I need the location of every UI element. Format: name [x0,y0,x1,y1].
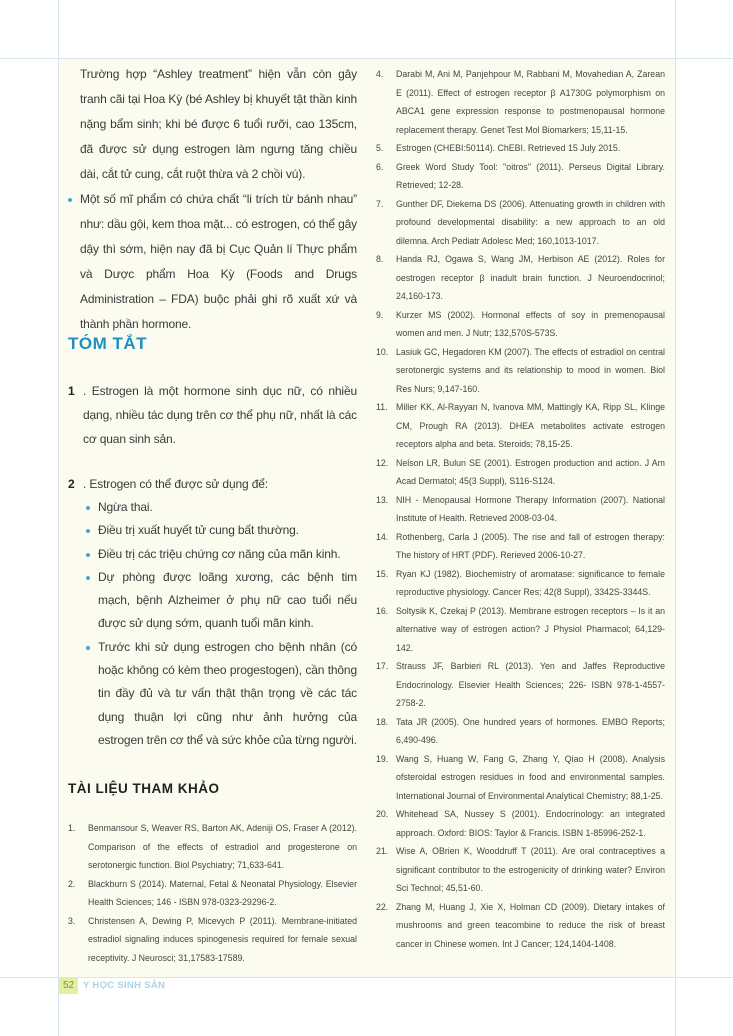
reference-text: NIH - Menopausal Hormone Therapy Information (2007). National Institute of Health. Retrieved 2008-03-04. [396,494,665,523]
reference-item [376,805,665,842]
reference-number: 1. [68,823,76,833]
reference-item [376,528,665,565]
item-text: . Estrogen có thể được sử dụng để: [83,477,268,491]
reference-text: Rothenberg, Carla J (2005). The rise and fall of estrogen therapy: The history of HRT (PDF). Rerieved 2006-10-27. [396,531,665,560]
uses-list [98,496,357,752]
reference-item [376,454,665,491]
reference-text: Zhang M, Huang J, Xie X, Holman CD (2009). Dietary intakes of mushrooms and green teacombine to reduce the risk of breast cancer in Chinese women. Int J Cancer; 124,1404-1408. [396,901,665,949]
references-list-right [376,65,665,953]
reference-number: 10. [376,346,389,357]
reference-text: Kurzer MS (2002). Hormonal effects of soy in premenopausal women and men. J Nutr; 132,570S-573S. [396,309,665,338]
reference-number: 6. [376,161,384,172]
reference-text: Blackburn S (2014). Maternal, Fetal & Neonatal Physiology. Elsevier Health Sciences; 146 - ISBN 978-0323-29296-2. [88,878,357,907]
reference-number: 17. [376,661,389,671]
reference-item [376,343,665,399]
reference-number: 20. [376,809,389,819]
list-item: Trước khi sử dụng estrogen cho bệnh nhân (có hoặc không có kèm theo progestogen), cần thông tin đầy đủ và tư vấn thật thận trọng về các tác dụng thuận lợi cũng như ảnh hưởng của estrogen trên cơ thể và sức khỏe của từng người. [98,636,357,752]
reference-text: Darabi M, Ani M, Panjehpour M, Rabbani M, Movahedian A, Zarean E (2011). Effect of estrogen receptor β A1730G polymorphism on ABCA1 gene expression response to postmenopausal hormone replacement therapy. Genet Test Mol Biomarkers; 15,11-15. [396,69,665,135]
reference-item [376,750,665,806]
reference-number: 7. [376,198,384,209]
reference-item [376,65,665,139]
reference-number: 19. [376,753,389,764]
page-number: 52 [59,978,78,994]
journal-name: Y HỌC SINH SẢN [83,980,166,991]
reference-item [68,912,357,968]
reference-item [376,491,665,528]
reference-number: 9. [376,309,384,320]
summary-item-1 [68,379,357,451]
reference-number: 21. [376,846,389,856]
reference-text: Soltysik K, Czekaj P (2013). Membrane estrogen receptors – Is it an alternative way of estrogen action? J Physiol Pharmacol; 64,129-142. [396,605,665,653]
list-item: Dự phòng được loãng xương, các bệnh tim mạch, bệnh Alzheimer ở phụ nữ cao tuổi nếu được sử dụng sớm, quanh tuổi mãn kinh. [98,566,357,636]
reference-item [376,195,665,251]
reference-item [376,657,665,713]
paragraph: Trường hợp “Ashley treatment” hiện vẫn còn gây tranh cãi tại Hoa Kỳ (bé Ashley bị khuyết tật thần kinh nặng bẩm sinh; khi bé được 6 tuổi rưỡi, cao 135cm, đã được sử dụng estrogen làm ngưng tăng chiều dài, cắt tử cung, cắt ruột thừa và 2 chồi vú). [80,67,357,181]
reference-number: 8. [376,254,384,264]
reference-item [376,139,665,158]
item-number: 1 [68,384,75,398]
item-text: . Estrogen là một hormone sinh dục nữ, có nhiều dạng, nhiều tác dụng trên cơ thể phụ nữ, nhất là các cơ quan sinh sản. [83,384,357,446]
reference-text: Handa RJ, Ogawa S, Wang JM, Herbison AE (2012). Roles for oestrogen receptor β inadult brain function. J Neuroendocrinol; 24,160-173. [396,254,665,301]
reference-number: 18. [376,716,389,727]
reference-number: 14. [376,531,389,542]
reference-text: Gunther DF, Diekema DS (2006). Attenuating growth in children with profound developmental disability: a new approach to an old dilemna. Arch Pediatr Adolesc Med; 160,1013-1017. [396,198,665,246]
reference-item [376,565,665,602]
reference-item [376,250,665,306]
reference-item [376,398,665,454]
reference-number: 2. [68,878,76,889]
reference-number: 15. [376,568,389,579]
reference-number: 22. [376,901,389,912]
reference-number: 3. [68,915,76,926]
list-item: Điều trị các triệu chứng cơ năng của mãn kinh. [98,543,357,566]
reference-text: Wang S, Huang W, Fang G, Zhang Y, Qiao H (2008). Analysis ofsteroidal estrogen residues in food and environmental samples. International Journal of Environmental Analytical Chemistry; 88,1-25. [396,753,665,801]
reference-text: Miller KK, Al-Rayyan N, Ivanova MM, Mattingly KA, Ripp SL, Klinge CM, Prough RA (2013). DHEA metabolites activate estrogen receptors alpha and beta. Steroids; 78,15-25. [396,402,665,449]
body-text [80,62,357,337]
reference-item [68,875,357,912]
reference-text: Christensen A, Dewing P, Micevych P (2011). Membrane-initiated estradiol signaling induces spinogenesis required for female sexual receptivity. J Neurosci; 31,17583-17589. [88,915,357,963]
reference-item [68,819,357,875]
reference-item [376,158,665,195]
reference-text: Lasiuk GC, Hegadoren KM (2007). The effects of estradiol on central serotonergic systems and its relationship to mood in women. Biol Res Nurs; 9,147-160. [396,346,665,394]
summary-heading: TÓM TẮT [68,334,148,353]
reference-number: 12. [376,457,389,468]
reference-text: Greek Word Study Tool: "oitros" (2011). Perseus Digital Library. Retrieved; 12-28. [396,161,665,190]
margin-line-right [675,0,676,1036]
reference-text: Ryan KJ (1982). Biochemistry of aromatase: significance to female reproductive physiology. Cancer Res; 42(8 Suppl), 3342S-3344S. [396,568,665,597]
reference-number: 11. [376,402,388,412]
reference-item [376,842,665,898]
reference-number: 16. [376,605,389,616]
reference-text: Nelson LR, Bulun SE (2001). Estrogen production and action. J Am Acad Dermatol; 45(3 Suppl), S116-S124. [396,457,665,486]
references-heading: TÀI LIỆU THAM KHẢO [68,781,220,796]
margin-line-bottom [0,977,733,978]
reference-number: 5. [376,143,384,153]
reference-text: Wise A, OBrien K, Wooddruff T (2011). Are oral contraceptives a significant contributor to the estrogenicity of drinking water? Environ Sci Technol; 45,51-60. [396,846,665,893]
reference-text: Tata JR (2005). One hundred years of hormones. EMBO Reports; 6,490-496. [396,716,665,745]
reference-number: 13. [376,494,389,505]
item-number: 2 [68,477,75,491]
reference-item [376,898,665,954]
reference-text: Strauss JF, Barbieri RL (2013). Yen and Jaffes Reproductive Endocrinology. Elsevier Health Sciences; 226- ISBN 978-1-4557-2758-2. [396,661,665,708]
summary-section [68,379,357,752]
bullet-paragraph: Một số mĩ phẩm có chứa chất “li trích từ bánh nhau” như: dầu gội, kem thoa mặt... có estrogen, có thể gây dậy thì sớm, hiện nay đã bị Cục Quản lí Thực phẩm và Dược phẩm Hoa Kỳ (Foods and Drugs Administration – FDA) buộc phải ghi rõ xuất xứ và thành phần hormone. [80,187,357,337]
summary-item-2 [68,472,357,496]
references-list-left [68,819,357,967]
reference-item [376,713,665,750]
list-item: Điều trị xuất huyết tử cung bất thường. [98,519,357,542]
list-item: Ngừa thai. [98,496,357,519]
reference-text: Benmansour S, Weaver RS, Barton AK, Adeniji OS, Fraser A (2012). Comparison of the effects of estradiol and progesterone on serotonergic function. Biol Psychiatry; 71,633-641. [88,823,357,870]
reference-text: Whitehead SA, Nussey S (2001). Endocrinology: an integrated approach. Oxford: BIOS: Taylor & Francis. ISBN 1-85996-252-1. [396,809,665,838]
reference-item [376,306,665,343]
reference-text: Estrogen (CHEBI:50114). ChEBI. Retrieved 15 July 2015. [396,143,621,153]
reference-number: 4. [376,69,384,79]
reference-item [376,602,665,658]
